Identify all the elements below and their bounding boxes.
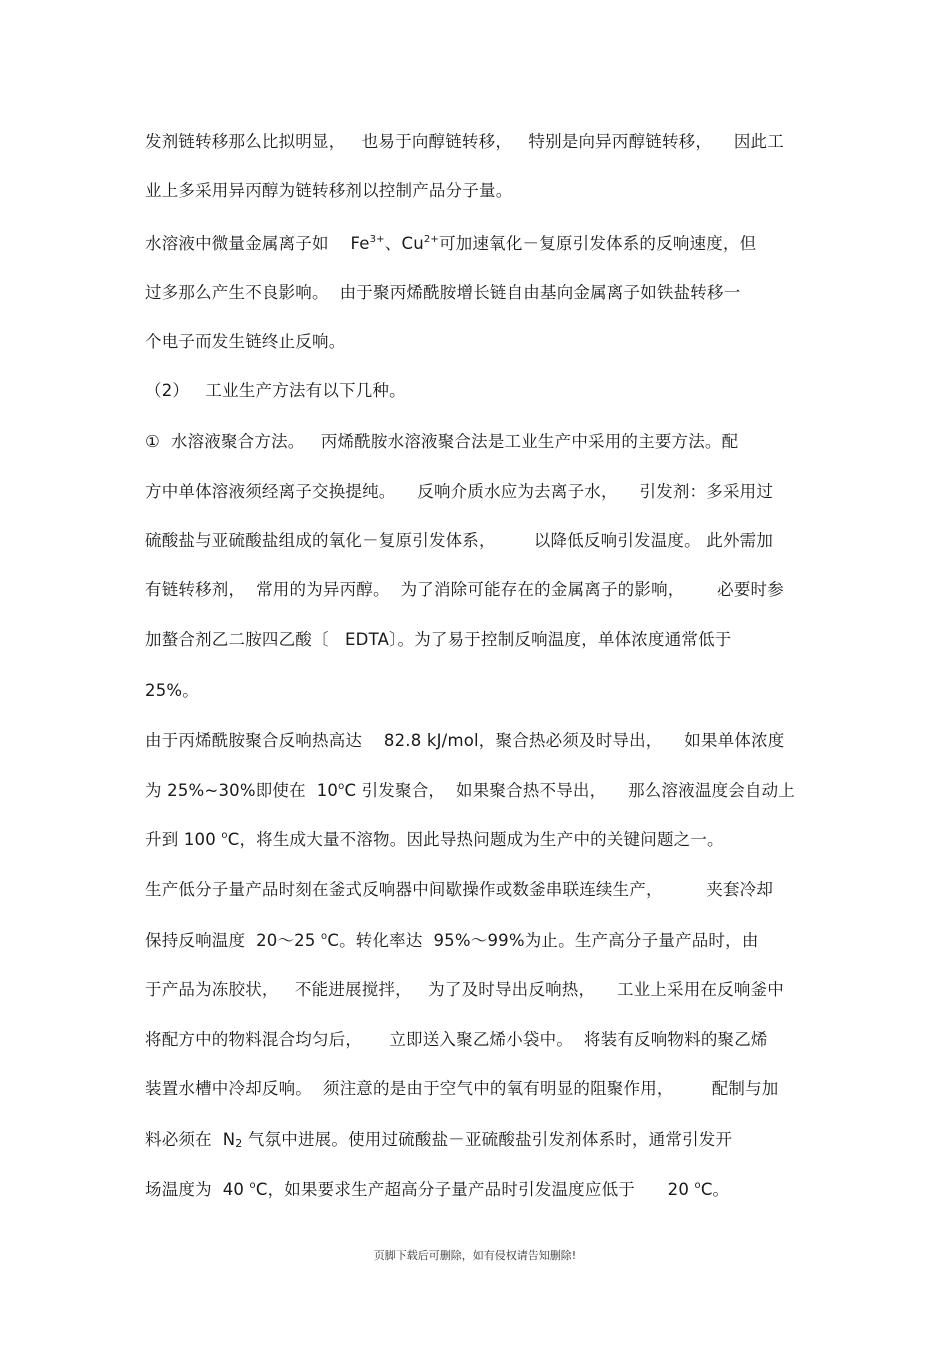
paragraph-line: 场温度为 40 $^o$C，如果要求生产超高分子量产品时引发温度应低于 20 $^o$C。 (145, 1180, 730, 1199)
page-footer: 页脚下载后可删除，如有侵权请告知删除! (373, 1249, 577, 1262)
paragraph-line: 发剂链转移那么比拟明显， 也易于向醇链转移， 特别是向异丙醇链转移， 因此工 (145, 132, 784, 151)
paragraph-line: 将配方中的物料混合均匀后， 立即送入聚乙烯小袋中。 将装有反响物料的聚乙烯 (145, 1030, 768, 1049)
paragraph-line: 方中单体溶液须经离子交换提纯。 反响介质水应为去离子水， 引发剂：多采用过 (145, 482, 774, 501)
paragraph-line: 于产品为冻胶状， 不能进展搅拌， 为了及时导出反响热， 工业上采用在反响釜中 (145, 980, 784, 999)
paragraph-line: 个电子而发生链终止反响。 (145, 332, 346, 351)
paragraph-line: 保持反响温度 20～25 $^o$C。转化率达 95%～99%为止。生产高分子量产品时，由 (145, 931, 759, 950)
paragraph-line: 生产低分子量产品时刻在釜式反响器中间歇操作或数釜串联连续生产， 夹套冷却 (145, 880, 774, 899)
paragraph-line: 装置水槽中冷却反响。 须注意的是由于空气中的氧有明显的阻聚作用， 配制与加 (145, 1079, 779, 1098)
paragraph-line: 业上多采用异丙醇为链转移剂以控制产品分子量。 (145, 181, 513, 200)
paragraph-line: 水溶液中微量金属离子如 $Fe^{3+}$、$Cu^{2+}$可加速氧化－复原引发体系的反响速度，但 (145, 234, 757, 253)
paragraph-line: 由于丙烯酰胺聚合反响热高达 82.8 kJ/mol，聚合热必须及时导出， 如果单体浓度 (145, 731, 785, 750)
paragraph-line: 硫酸盐与亚硫酸盐组成的氧化－复原引发体系， 以降低反响引发温度。 此外需加 (145, 531, 774, 550)
paragraph-line: 料必须在 $N_2$ 气氛中进展。使用过硫酸盐－亚硫酸盐引发剂体系时，通常引发开 (145, 1130, 733, 1150)
paragraph-line: 加螯合剂乙二胺四乙酸〔 EDTA〕。为了易于控制反响温度，单体浓度通常低于 (145, 630, 732, 649)
paragraph-line: 升到 100 $^o$C，将生成大量不溶物。因此导热问题成为生产中的关键问题之一。 (145, 830, 724, 849)
section-heading: （2） 工业生产方法有以下几种。 (145, 381, 406, 400)
paragraph-line: 25%。 (145, 681, 199, 700)
paragraph-line: 有链转移剂， 常用的为异丙醇。 为了消除可能存在的金属离子的影响， 必要时参 (145, 580, 784, 599)
paragraph-line: 为 25%~30%即使在 10$^o$C 引发聚合， 如果聚合热不导出， 那么溶液温度会自动上 (145, 781, 796, 800)
paragraph-line: 过多那么产生不良影响。 由于聚丙烯酰胺增长链自由基向金属离子如铁盐转移一 (145, 283, 741, 302)
paragraph-line: ① 水溶液聚合方法。 丙烯酰胺水溶液聚合法是工业生产中采用的主要方法。配 (145, 432, 739, 451)
